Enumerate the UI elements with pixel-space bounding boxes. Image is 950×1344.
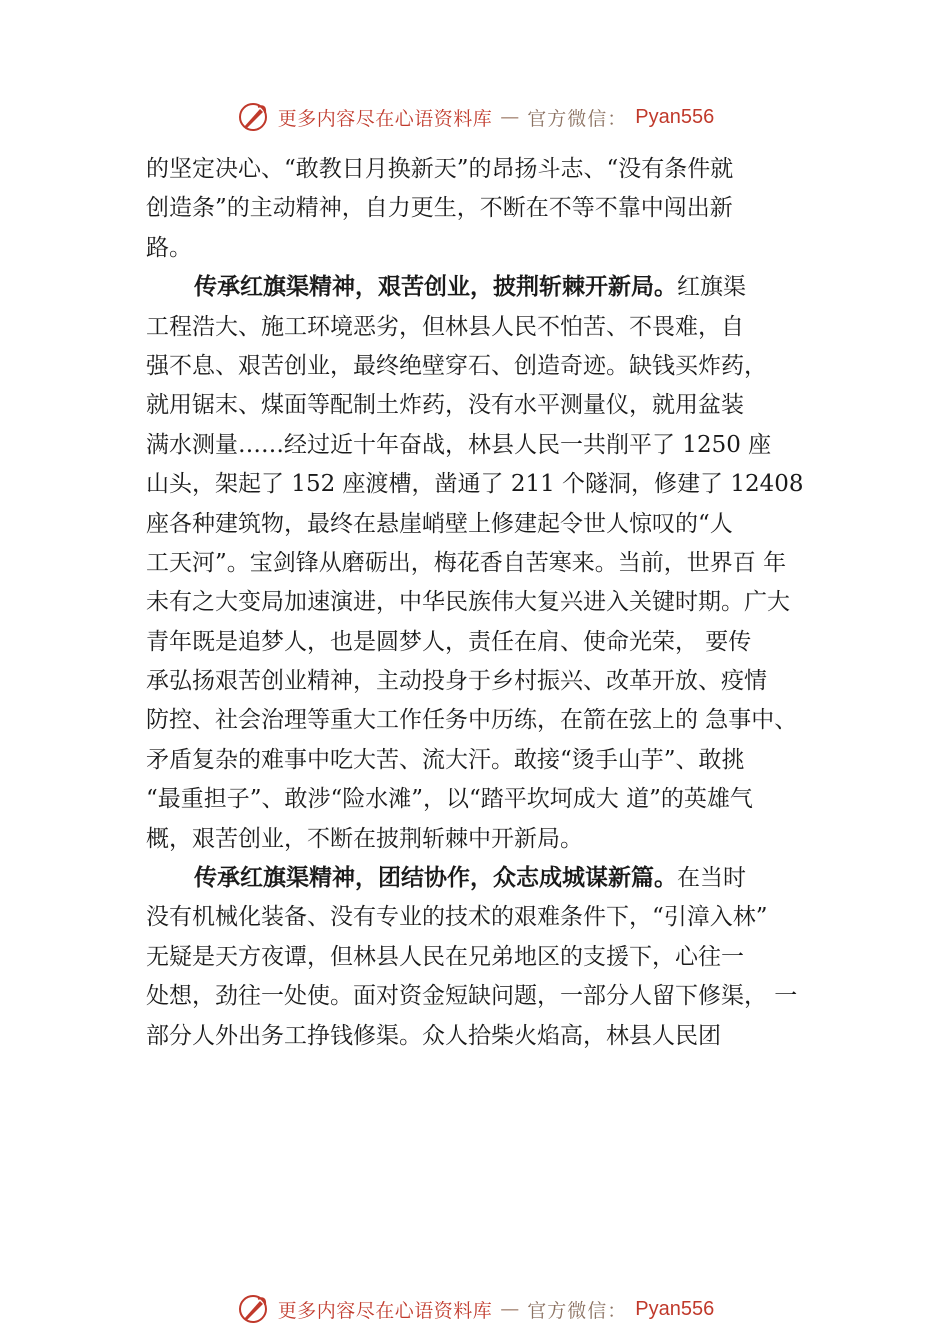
header-banner [0,94,950,140]
text-line: 创造条”的主动精神，自力更生，不断在不等不靠中闯出新 [146,195,733,222]
text-line: 无疑是天方夜谭，但林县人民在兄弟地区的支援下，心往一 [146,943,744,970]
paragraph-1 [146,150,840,268]
text-line: 青年既是追梦人，也是圆梦人，责任在肩、使命光荣， 要传 [146,628,752,655]
footer-wechat-label: 官方微信： [527,1299,628,1322]
text-line: 路。 [146,234,192,261]
footer-separator: — [500,1298,520,1320]
text-line: 的坚定决心、“敢教日月换新天”的昂扬斗志、“没有条件就 [146,156,734,182]
text-line: 防控、社会治理等重大工作任务中历练，在箭在弦上的 急事中、 [146,707,798,734]
text-line [146,268,840,307]
text-line: 部分人外出务工挣钱修渠。众人拾柴火焰高，林县人民团 [146,1022,721,1049]
paragraph-2 [146,268,840,859]
text-line: 座各种建筑物，最终在悬崖峭壁上修建起令世人惊叹的“人 [146,510,733,537]
text-line: 处想，劲往一处使。面对资金短缺问题，一部分人留下修渠， 一 [146,983,798,1010]
paragraph-3 [146,859,840,1056]
quill-logo-icon [236,100,270,134]
text-line: 强不息、艰苦创业，最终绝壁穿石、创造奇迹。缺钱买炸药， [146,352,767,379]
text-span: 红旗渠 [677,274,746,301]
text-line [146,859,840,898]
text-line: 概，艰苦创业，不断在披荆斩棘中开新局。 [146,825,583,852]
text-line: 山头，架起了 152 座渡槽，凿通了 211 个隧洞，修建了 12408 [146,471,804,498]
text-line: 就用锯末、煤面等配制土炸药，没有水平测量仪，就用盆装 [146,392,744,419]
text-line: 承弘扬艰苦创业精神，主动投身于乡村振兴、改革开放、疫情 [146,668,767,695]
document-body [146,150,840,1056]
footer-wechat-id: Pyan556 [635,1297,715,1320]
text-line: 没有机械化装备、没有专业的技术的艰难条件下，“引漳入林” [146,904,768,931]
text-line: 工天河”。宝剑锋从磨砺出，梅花香自苦寒来。当前，世界百 年 [146,549,787,576]
header-wechat-label: 官方微信： [527,107,628,130]
footer-banner [0,1286,950,1332]
header-wechat-id: Pyan556 [635,105,715,128]
header-separator: — [500,106,520,128]
text-line: 矛盾复杂的难事中吃大苦、流大汗。敢接“烫手山芋”、敢挑 [146,746,745,773]
text-line: “最重担子”、敢涉“险水滩”，以“踏平坎坷成大 道”的英雄气 [146,786,753,813]
footer-brand: 更多内容尽在心语资料库 [277,1299,493,1322]
paragraph-lead-heading: 传承红旗渠精神，艰苦创业，披荆斩棘开新局。 [194,274,677,301]
text-span: 在当时 [677,865,746,892]
header-brand: 更多内容尽在心语资料库 [277,107,493,130]
text-line: 满水测量……经过近十年奋战，林县人民一共削平了 1250 座 [146,431,772,458]
text-line: 未有之大变局加速演进，中华民族伟大复兴进入关键时期。广大 [146,589,790,616]
quill-logo-icon [236,1292,270,1326]
text-line: 工程浩大、施工环境恶劣，但林县人民不怕苦、不畏难，自 [146,313,744,340]
paragraph-lead-heading: 传承红旗渠精神，团结协作，众志成城谋新篇。 [194,865,677,892]
